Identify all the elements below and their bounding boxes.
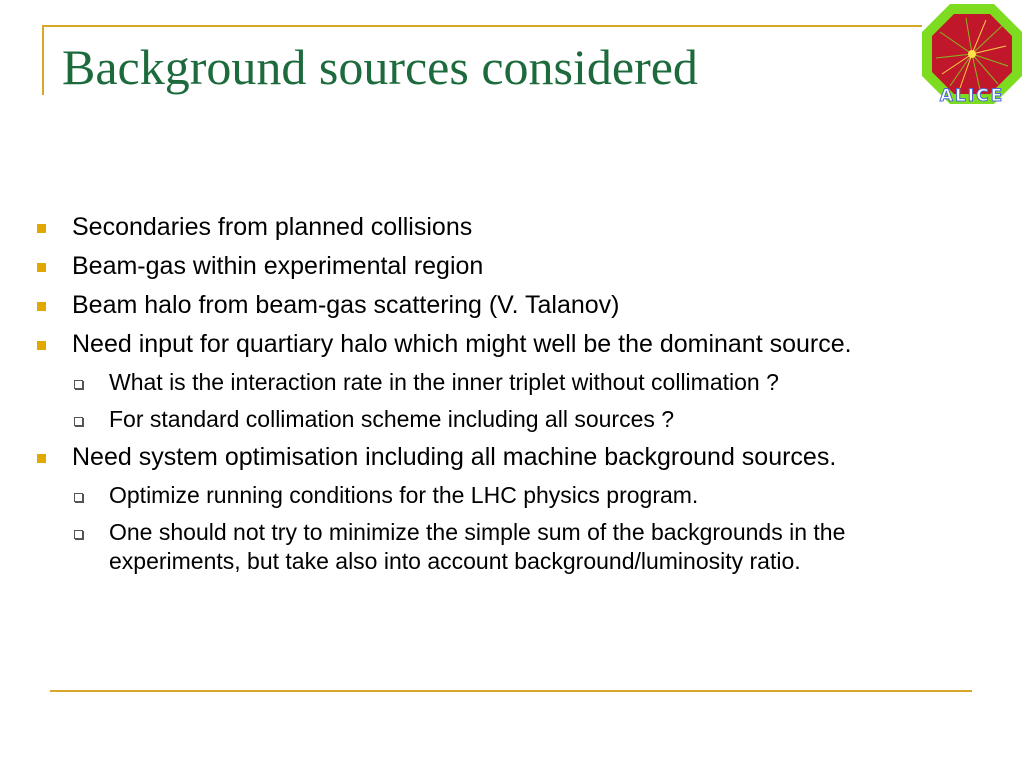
hollow-square-bullet-icon [74, 530, 83, 539]
bullet-text: Secondaries from planned collisions [72, 213, 473, 241]
bullet-text: Beam-gas within experimental region [72, 252, 484, 280]
frame-left-line [42, 25, 44, 95]
square-bullet-icon [37, 302, 46, 311]
logo-text: ALICE [939, 86, 1005, 106]
sub-bullet-item [34, 405, 964, 434]
hollow-square-bullet-icon [74, 380, 83, 389]
bullet-item [34, 329, 964, 360]
sub-bullet-text: What is the interaction rate in the inner triplet without collimation ? [109, 369, 779, 395]
sub-bullet-text: For standard collimation scheme including all sources ? [109, 406, 675, 432]
bullet-item [34, 290, 964, 321]
hollow-square-bullet-icon [74, 493, 83, 502]
square-bullet-icon [37, 224, 46, 233]
bullet-text: Need system optimisation including all machine background sources. [72, 443, 837, 471]
bullet-text: Need input for quartiary halo which might well be the dominant source. [72, 330, 852, 358]
sub-bullet-item [34, 481, 964, 510]
bullet-item [34, 251, 964, 282]
hollow-square-bullet-icon [74, 417, 83, 426]
bullet-item [34, 212, 964, 243]
square-bullet-icon [37, 263, 46, 272]
sub-bullet-text: One should not try to minimize the simple sum of the backgrounds in the experiments, but take also into account background/luminosity ratio. [109, 519, 846, 574]
bullet-item [34, 442, 964, 473]
bullet-list [34, 212, 964, 584]
sub-bullet-text: Optimize running conditions for the LHC physics program. [109, 482, 699, 508]
sub-bullet-item [34, 368, 964, 397]
bullet-text: Beam halo from beam-gas scattering (V. Talanov) [72, 291, 620, 319]
square-bullet-icon [37, 341, 46, 350]
frame-top-line [42, 25, 922, 27]
square-bullet-icon [37, 454, 46, 463]
slide-title: Background sources considered [62, 39, 698, 95]
sub-bullet-item [34, 518, 964, 576]
frame-bottom-line [50, 690, 972, 692]
